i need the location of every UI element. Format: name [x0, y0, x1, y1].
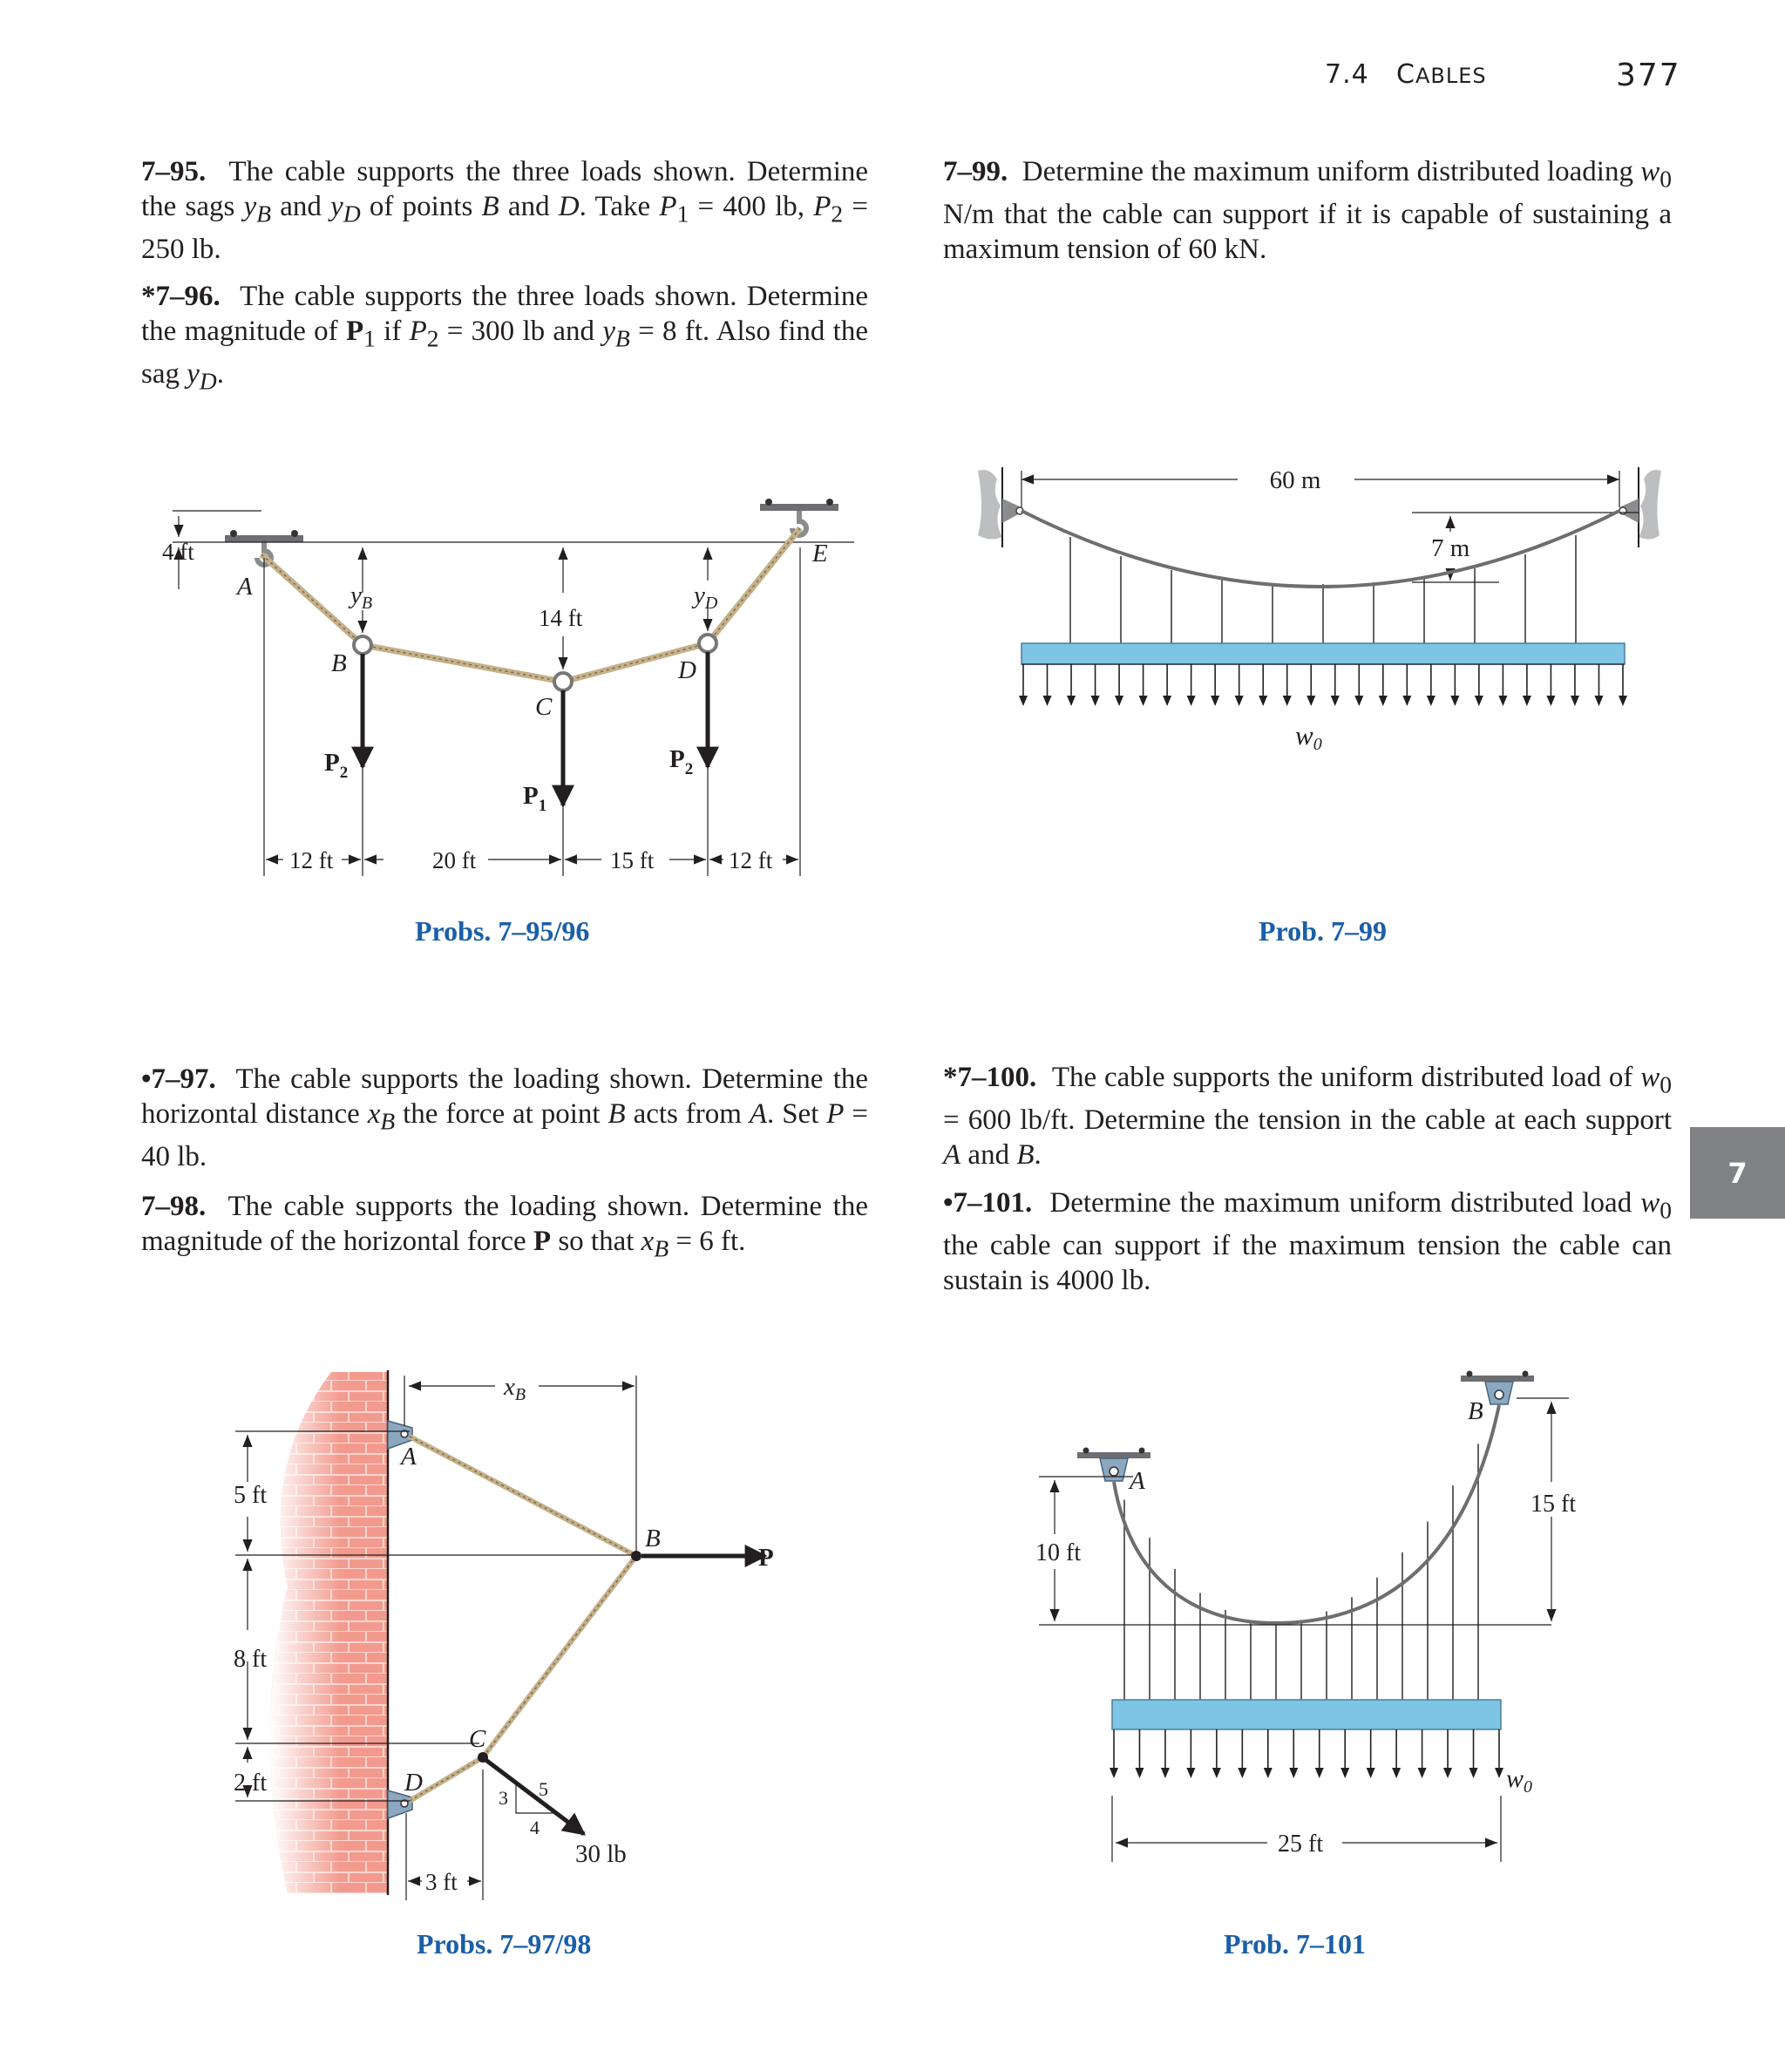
- caption-prob-7-101: Prob. 7–101: [1224, 1928, 1366, 1960]
- label-w0: $w_0$: [1506, 1764, 1533, 1797]
- dim-7m: 7 m: [1431, 534, 1470, 562]
- label-yb: $y_B$: [350, 581, 373, 613]
- label-a: A: [401, 1443, 417, 1471]
- dim-20ft: 20 ft: [432, 847, 477, 873]
- label-c: C: [535, 693, 553, 721]
- figure-cable-uneven-supports: [1028, 1360, 1604, 1865]
- label-e: E: [812, 540, 828, 567]
- caption-prob-7-99: Prob. 7–99: [1259, 915, 1387, 947]
- caption-probs-7-97-98: Probs. 7–97/98: [417, 1928, 592, 1960]
- label-c: C: [469, 1725, 486, 1753]
- label-d: D: [404, 1769, 423, 1797]
- dim-15ft: 15 ft: [1530, 1491, 1577, 1518]
- dim-14ft: 14 ft: [539, 605, 583, 631]
- problem-7-100: *7–100. The cable supports the uniform distributed load of $w_0 = 600$ lb/ft. Determine the tension in the cable at each support A and B.: [943, 1062, 1672, 1171]
- dim-25ft: 25 ft: [1278, 1831, 1324, 1858]
- figure-cable-three-loads: [131, 488, 845, 889]
- label-b: B: [331, 649, 347, 677]
- dim-15ft: 15 ft: [610, 847, 655, 873]
- label-yd: $y_D$: [694, 581, 718, 613]
- deck-beam: [1021, 643, 1625, 664]
- dim-8ft: 8 ft: [234, 1646, 268, 1673]
- ring-d-icon: [699, 635, 716, 652]
- problem-7-96: *7–96. The cable supports the three loads shown. Determine the magnitude of $P_1$ if $P_2 = 300$ lb and $y_B = 8$ ft. Also find the sag $y_D$.: [141, 281, 869, 395]
- section-number: 7.4: [1325, 59, 1369, 90]
- dim-12ft-right: 12 ft: [729, 847, 773, 873]
- caption-probs-7-95-96: Probs. 7–95/96: [415, 915, 590, 947]
- page-number: 377: [1616, 58, 1681, 93]
- label-p1: $P_1$: [523, 782, 547, 815]
- slope-3: 3: [499, 1787, 508, 1809]
- cable: [410, 1437, 636, 1801]
- dim-2ft: 2 ft: [234, 1770, 268, 1797]
- ring-c-icon: [554, 673, 572, 690]
- figure-cable-wall: [209, 1360, 819, 1918]
- problem-7-98: 7–98. The cable supports the loading shown. Determine the magnitude of the horizontal force P so that $x_B = 6$ ft.: [141, 1191, 869, 1262]
- distributed-load-arrows: [1019, 664, 1627, 706]
- dim-3ft: 3 ft: [425, 1869, 458, 1895]
- distributed-load-arrows: [1110, 1729, 1503, 1778]
- section-title: CABLES: [1396, 59, 1487, 90]
- problem-7-99: 7–99. Determine the maximum uniform distributed loading $w_0$ N/m that the cable can support if it is capable of sustaining a maximum tension of 60 kN.: [943, 156, 1672, 265]
- dim-60m: 60 m: [1269, 466, 1321, 494]
- slope-5: 5: [539, 1778, 548, 1800]
- label-a: A: [1130, 1467, 1145, 1495]
- slope-4: 4: [530, 1817, 540, 1838]
- chapter-tab: 7: [1690, 1127, 1785, 1219]
- label-d: D: [678, 656, 696, 684]
- deck-beam: [1112, 1700, 1501, 1729]
- hangers: [1070, 535, 1576, 645]
- label-w0: w0: [1295, 720, 1322, 754]
- label-a: A: [237, 573, 253, 601]
- ring-b-icon: [354, 636, 371, 654]
- cable: [1114, 1405, 1499, 1623]
- label-p2-right: $P_2$: [669, 745, 694, 778]
- label-p: P: [758, 1544, 774, 1572]
- dim-12ft-left: 12 ft: [289, 847, 334, 873]
- dim-4ft: 4 ft: [162, 539, 194, 565]
- label-xb: $x_B$: [504, 1373, 526, 1404]
- hangers: [1124, 1444, 1478, 1700]
- figure-cable-bridge: [974, 453, 1680, 758]
- cable: [1021, 511, 1619, 587]
- wall-right-icon: [1639, 470, 1661, 539]
- label-p2-left: $P_2$: [324, 749, 349, 782]
- label-30lb: 30 lb: [575, 1840, 627, 1868]
- label-b: B: [645, 1525, 661, 1552]
- dim-10ft: 10 ft: [1035, 1539, 1082, 1566]
- label-b: B: [1468, 1397, 1483, 1425]
- problem-7-97: •7–97. The cable supports the loading shown. Determine the horizontal distance $x_B$ the force at point B acts from A. Set P = 40 lb.: [141, 1063, 869, 1172]
- dim-5ft: 5 ft: [234, 1482, 268, 1509]
- problem-7-101: •7–101. Determine the maximum uniform distributed load $w_0$ the cable can support if the maximum tension the cable can sustain is 4000 lb.: [943, 1187, 1673, 1296]
- problem-7-95: 7–95. The cable supports the three loads shown. Determine the sags $y_B$ and $y_D$ of points B and D. Take $P_1 = 400$ lb, $P_2 = 250$ lb.: [141, 156, 869, 265]
- wall-left-icon: [978, 470, 1002, 539]
